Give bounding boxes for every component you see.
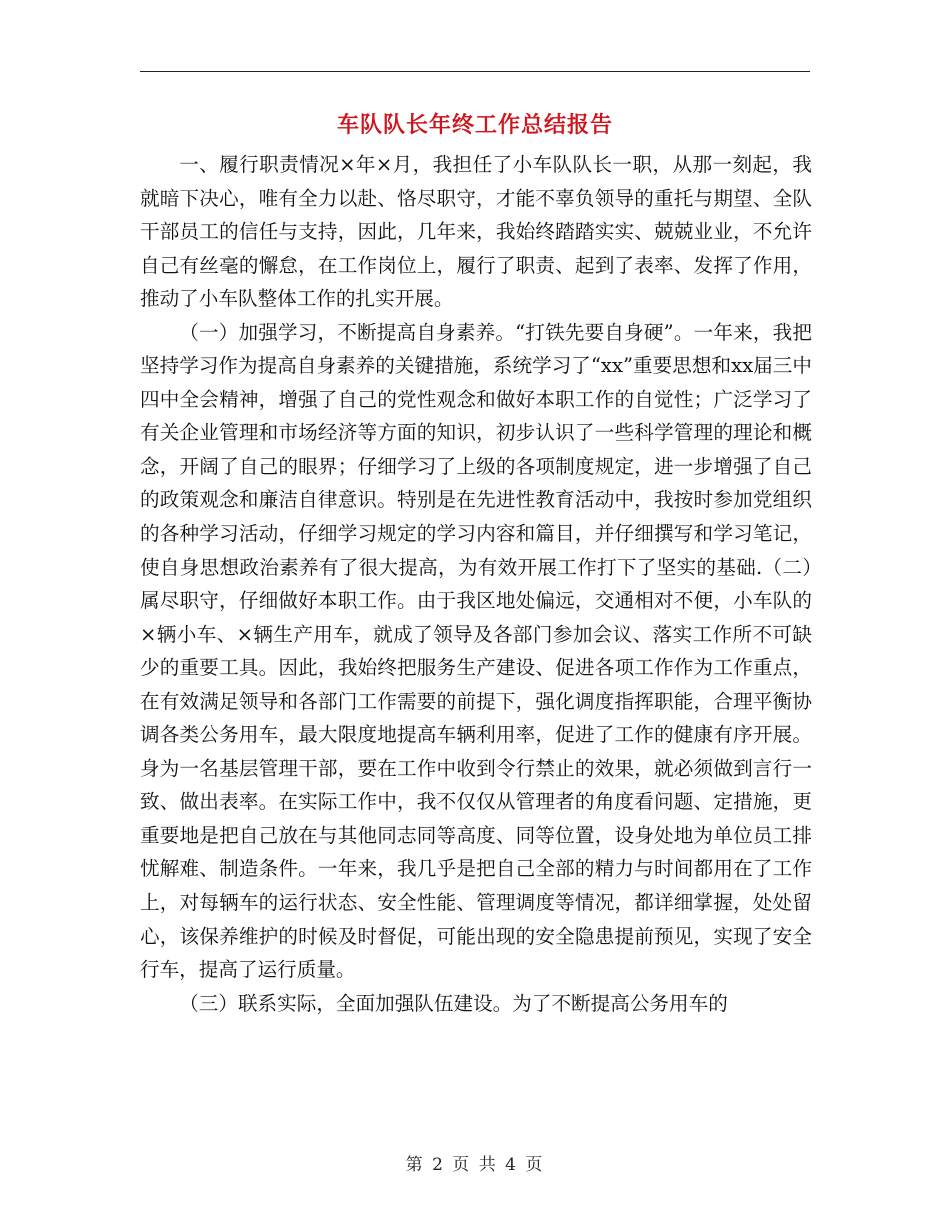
page-number: 第 2 页 共 4 页 [405, 1155, 545, 1175]
document-body [140, 148, 812, 1020]
document-title: 车队队长年终工作总结报告 [336, 112, 613, 138]
header-rule [140, 71, 810, 72]
paragraph-duties: 一、履行职责情况×年×月，我担任了小车队队长一职，从那一刻起，我就暗下决心，唯有全力以赴、恪尽职守，才能不辜负领导的重托与期望、全队干部员工的信任与支持，因此，几年来，我始终踏踏实实、兢兢业业，不允许自己有丝毫的懈怠，在工作岗位上，履行了职责、起到了表率、发挥了作用，推动了小车队整体工作的扎实开展。 [140, 153, 812, 311]
paragraph-study-and-duty: （一）加强学习，不断提高自身素养。“打铁先要自身硬”。一年来，我把坚持学习作为提高自身素养的关键措施，系统学习了“xx”重要思想和xx届三中四中全会精神，增强了自己的党性观念和做好本职工作的自觉性；广泛学习了有关企业管理和市场经济等方面的知识，初步认识了一些科学管理的理论和概念，开阔了自己的眼界；仔细学习了上级的各项制度规定，进一步增强了自己的政策观念和廉洁自律意识。特别是在先进性教育活动中，我按时参加党组织的各种学习活动，仔细学习规定的学习内容和篇目，并仔细撰写和学习笔记，使自身思想政治素养有了很大提高，为有效开展工作打下了坚实的基础.（二）属尽职守，仔细做好本职工作。由于我区地处偏远，交通相对不便，小车队的×辆小车、×辆生产用车，就成了领导及各部门参加会议、落实工作所不可缺少的重要工具。因此，我始终把服务生产建设、促进各项工作作为工作重点，在有效满足领导和各部门工作需要的前提下，强化调度指挥职能，合理平衡协调各类公务用车，最大限度地提高车辆利用率，促进了工作的健康有序开展。身为一名基层管理干部，要在工作中收到令行禁止的效果，就必须做到言行一致、做出表率。在实际工作中，我不仅仅从管理者的角度看问题、定措施，更重要地是把自己放在与其他同志同等高度、同等位置，设身处地为单位员工排忧解难、制造条件。一年来，我几乎是把自己全部的精力与时间都用在了工作上，对每辆车的运行状态、安全性能、管理调度等情况，都详细掌握，处处留心，该保养维护的时候及时督促，可能出现的安全隐患提前预见，实现了安全行车，提高了运行质量。 [140, 320, 812, 982]
paragraph-team-building: （三）联系实际，全面加强队伍建设。为了不断提高公务用车的 [179, 991, 728, 1015]
